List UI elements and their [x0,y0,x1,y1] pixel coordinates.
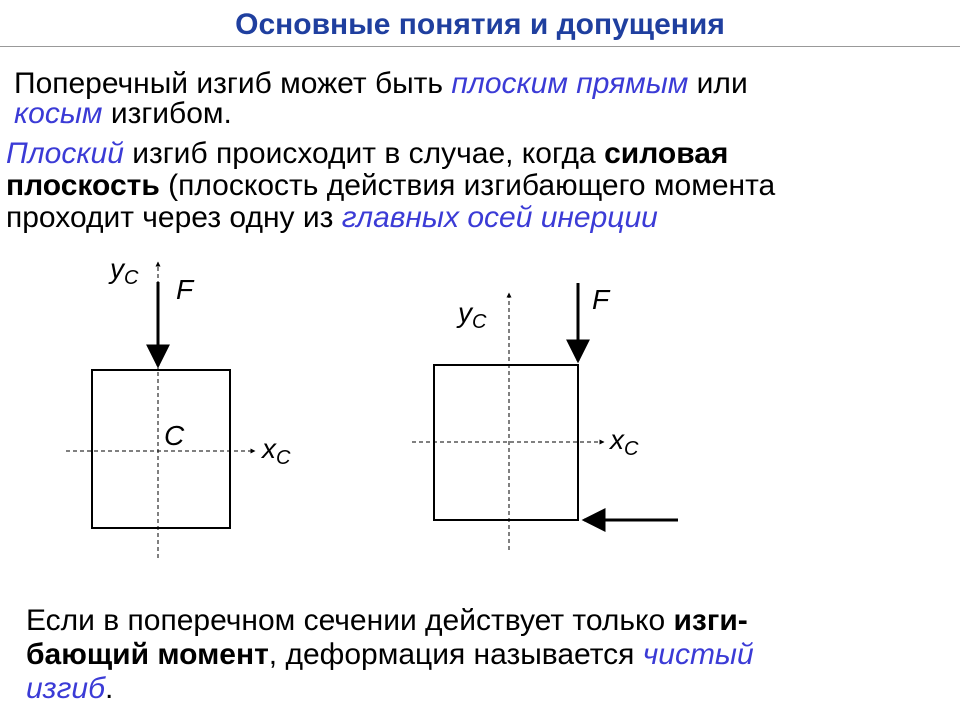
force-label: F [176,274,194,305]
term-bending-moment: бающий момент [26,638,269,671]
term-plain-straight: плоским прямым [451,67,689,100]
text: изгиб происходит в случае, когда [123,137,605,170]
text: изгибом. [102,97,232,130]
term-pure-bending: изгиб [26,672,105,705]
term-force-plane-2: плоскость [6,169,160,202]
center-label: C [164,420,185,451]
text: Если в поперечном сечении действует только [26,604,674,637]
text: Поперечный изгиб может быть [14,67,452,100]
term-force-plane: силовая [604,137,729,170]
force-label: F [592,284,610,315]
y-axis-label: $y_C$ [458,297,487,333]
text: проходит через одну из [6,201,342,234]
term-plain: Плоский [6,137,124,170]
para3-line3 [26,672,946,706]
cross-section-rect [92,370,230,528]
text: , деформация называется [268,638,643,671]
text: (плоскость действия изгибающего момента [159,169,776,202]
para3-line2 [26,638,946,672]
page-title: Основные понятия и допущения [235,8,725,41]
term-bending: изги- [673,604,748,637]
text: или [688,67,748,100]
figure-left [66,253,291,558]
x-axis-label: $x_C$ [610,424,639,460]
term-oblique: косым [14,97,103,130]
figure-right [412,283,678,550]
term-pure: чистый [642,638,754,671]
term-principal-axes: главных осей инерции [341,201,658,234]
para3 [26,604,946,706]
x-axis-label: $x_C$ [262,433,291,469]
text: . [104,672,114,705]
y-axis-label: $y_C$ [110,253,139,289]
para3-line1 [26,604,946,638]
